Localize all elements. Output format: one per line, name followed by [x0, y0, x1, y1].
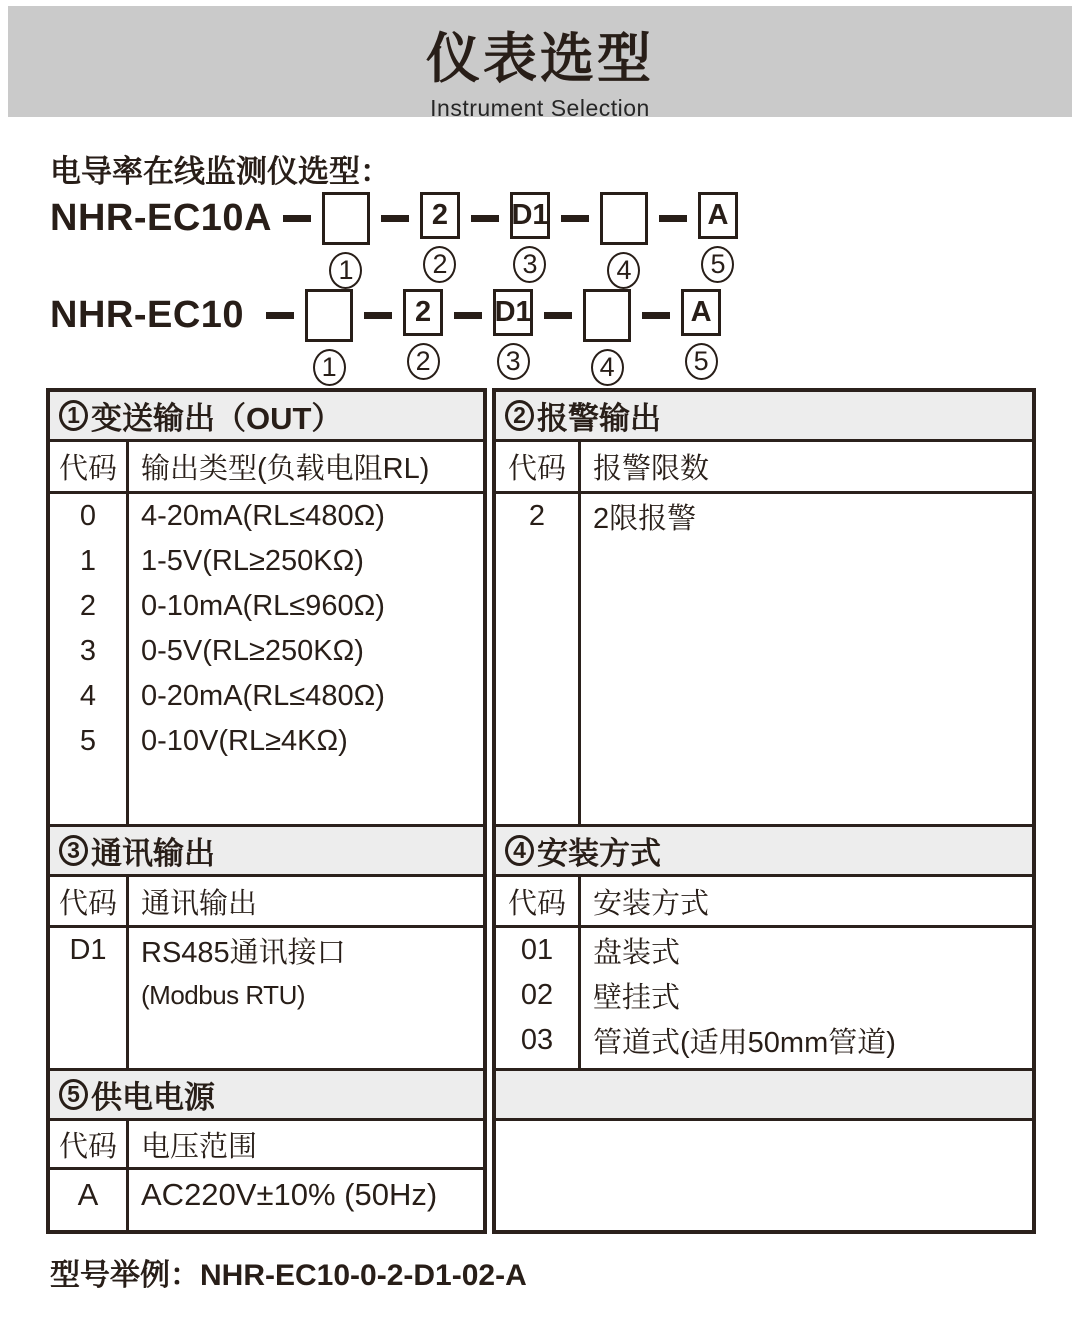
marker-circle-2: 2	[423, 246, 456, 283]
code-segment-5	[698, 192, 738, 283]
col-header-code: 代码	[496, 442, 581, 491]
code-box-3: D1	[510, 192, 550, 239]
code-box-1	[305, 289, 353, 342]
col-header-code: 代码	[50, 877, 129, 925]
code-segment-3	[493, 289, 533, 380]
label-cell: 4-20mA(RL≤480Ω)	[141, 500, 385, 532]
label-cell: 0-20mA(RL≤480Ω)	[141, 680, 385, 712]
circled-number-icon: 2	[505, 400, 534, 431]
code-box-1	[322, 192, 370, 245]
dash-separator	[642, 312, 670, 319]
code-segment-1	[322, 192, 370, 289]
col-header-label: 通讯输出	[141, 887, 258, 920]
label-cell: AC220V±10% (50Hz)	[141, 1177, 438, 1212]
section-2-header-row	[496, 442, 1032, 494]
model-line-ec10a	[50, 192, 738, 289]
marker-circle-2: 2	[407, 343, 440, 380]
code-cell: 0	[79, 500, 97, 532]
section-1-labels	[129, 494, 483, 824]
model-name: NHR-EC10	[50, 294, 256, 336]
dash-separator	[283, 215, 311, 222]
marker-circle-3: 3	[497, 343, 530, 380]
section-1-title	[50, 392, 483, 442]
section-1-data	[50, 494, 483, 827]
page-title: 仪表选型	[426, 29, 654, 89]
col-header-label: 报警限数	[593, 453, 710, 485]
section-5-labels	[129, 1170, 483, 1230]
code-segment-4	[583, 289, 631, 386]
code-cell: 2	[528, 500, 546, 532]
section-2-title	[496, 392, 1032, 442]
marker-circle-1: 1	[329, 252, 362, 289]
intro-label: 电导率在线监测仪选型：	[50, 154, 391, 189]
code-cell: 2	[79, 590, 97, 622]
page-subtitle: Instrument Selection	[430, 95, 650, 121]
dash-separator	[561, 215, 589, 222]
section-1-codes	[50, 494, 129, 824]
section-5-title-text: 供电电源	[91, 1080, 215, 1115]
code-box-5: A	[681, 289, 721, 336]
dash-separator	[364, 312, 392, 319]
section-4-header-row	[496, 877, 1032, 928]
section-3-labels	[129, 928, 483, 1068]
code-box-3: D1	[493, 289, 533, 336]
label-cell: 0-5V(RL≥250KΩ)	[141, 635, 364, 667]
code-cell: A	[77, 1177, 99, 1212]
section-4-labels	[581, 928, 1032, 1068]
dash-separator	[544, 312, 572, 319]
dash-separator	[659, 215, 687, 222]
code-segment-3	[510, 192, 550, 283]
selection-tables	[46, 388, 1036, 1234]
code-segment-1	[305, 289, 353, 386]
circled-number-icon: 5	[59, 1079, 88, 1110]
dash-separator	[266, 312, 294, 319]
section-3-title	[50, 827, 483, 877]
dash-separator	[471, 215, 499, 222]
code-cell: D1	[69, 934, 107, 966]
marker-circle-5: 5	[701, 246, 734, 283]
code-cell: 3	[79, 635, 97, 667]
col-header-code: 代码	[496, 877, 581, 925]
code-box-4	[583, 289, 631, 342]
section-3-title-text: 通讯输出	[91, 836, 215, 871]
section-5-right-empty-cell	[496, 1121, 1032, 1230]
section-4-data	[496, 928, 1032, 1071]
label-cell: 盘装式	[593, 937, 681, 969]
section-3-codes	[50, 928, 129, 1068]
section-5-codes	[50, 1170, 129, 1230]
section-2-title-text: 报警输出	[537, 401, 661, 436]
code-cell: 1	[79, 545, 97, 577]
section-2-labels	[581, 494, 1032, 824]
code-cell: 5	[79, 725, 97, 757]
code-segment-4	[600, 192, 648, 289]
dash-separator	[381, 215, 409, 222]
col-header-code: 代码	[50, 1121, 129, 1167]
model-name: NHR-EC10A	[50, 197, 272, 239]
marker-circle-3: 3	[513, 246, 546, 283]
label-cell: 管道式(适用50mm管道)	[593, 1027, 896, 1059]
dash-separator	[454, 312, 482, 319]
marker-circle-4: 4	[591, 349, 624, 386]
section-5-title	[50, 1071, 483, 1121]
section-5-right-spacer-gray	[496, 1071, 1032, 1121]
section-5-header-row	[50, 1121, 483, 1170]
label-cell: 0-10mA(RL≤960Ω)	[141, 590, 385, 622]
col-header-label: 输出类型(负载电阻RL)	[141, 453, 430, 485]
table-left	[46, 388, 487, 1234]
code-segment-2	[403, 289, 443, 380]
section-3-header-row	[50, 877, 483, 928]
model-line-ec10	[50, 289, 738, 386]
label-cell: 0-10V(RL≥4KΩ)	[141, 725, 348, 757]
code-box-2: 2	[420, 192, 460, 239]
label-cell: 壁挂式	[593, 982, 681, 1014]
section-4-title	[496, 827, 1032, 877]
section-1-header-row	[50, 442, 483, 494]
section-2-data	[496, 494, 1032, 827]
col-header-code: 代码	[50, 442, 129, 491]
code-box-4	[600, 192, 648, 245]
marker-circle-4: 4	[607, 252, 640, 289]
circled-number-icon: 3	[59, 835, 88, 866]
code-segment-5	[681, 289, 721, 380]
section-2-codes	[496, 494, 581, 824]
example-model-line: 型号举例：NHR-EC10-0-2-D1-02-A	[50, 1259, 527, 1292]
table-right	[492, 388, 1036, 1234]
code-cell: 4	[79, 680, 97, 712]
code-box-5: A	[698, 192, 738, 239]
section-3-data	[50, 928, 483, 1071]
model-coding-area	[50, 192, 738, 386]
marker-circle-1: 1	[313, 349, 346, 386]
code-cell: 02	[520, 979, 554, 1011]
code-segment-2	[420, 192, 460, 283]
label-cell: RS485通讯接口	[141, 937, 346, 969]
header-band	[8, 6, 1072, 121]
code-cell: 03	[520, 1024, 554, 1056]
circled-number-icon: 1	[59, 400, 88, 431]
label-cell: 1-5V(RL≥250KΩ)	[141, 545, 364, 577]
section-5-data	[50, 1170, 483, 1230]
section-4-codes	[496, 928, 581, 1068]
section-4-title-text: 安装方式	[537, 836, 661, 871]
col-header-label: 电压范围	[141, 1130, 258, 1163]
circled-number-icon: 4	[505, 835, 534, 866]
code-cell: 01	[520, 934, 554, 966]
code-box-2: 2	[403, 289, 443, 336]
label-subcell: (Modbus RTU)	[141, 980, 306, 1010]
col-header-label: 安装方式	[593, 887, 710, 920]
label-cell: 2限报警	[593, 503, 697, 535]
section-1-title-text: 变送输出（OUT）	[91, 401, 343, 436]
marker-circle-5: 5	[685, 343, 718, 380]
